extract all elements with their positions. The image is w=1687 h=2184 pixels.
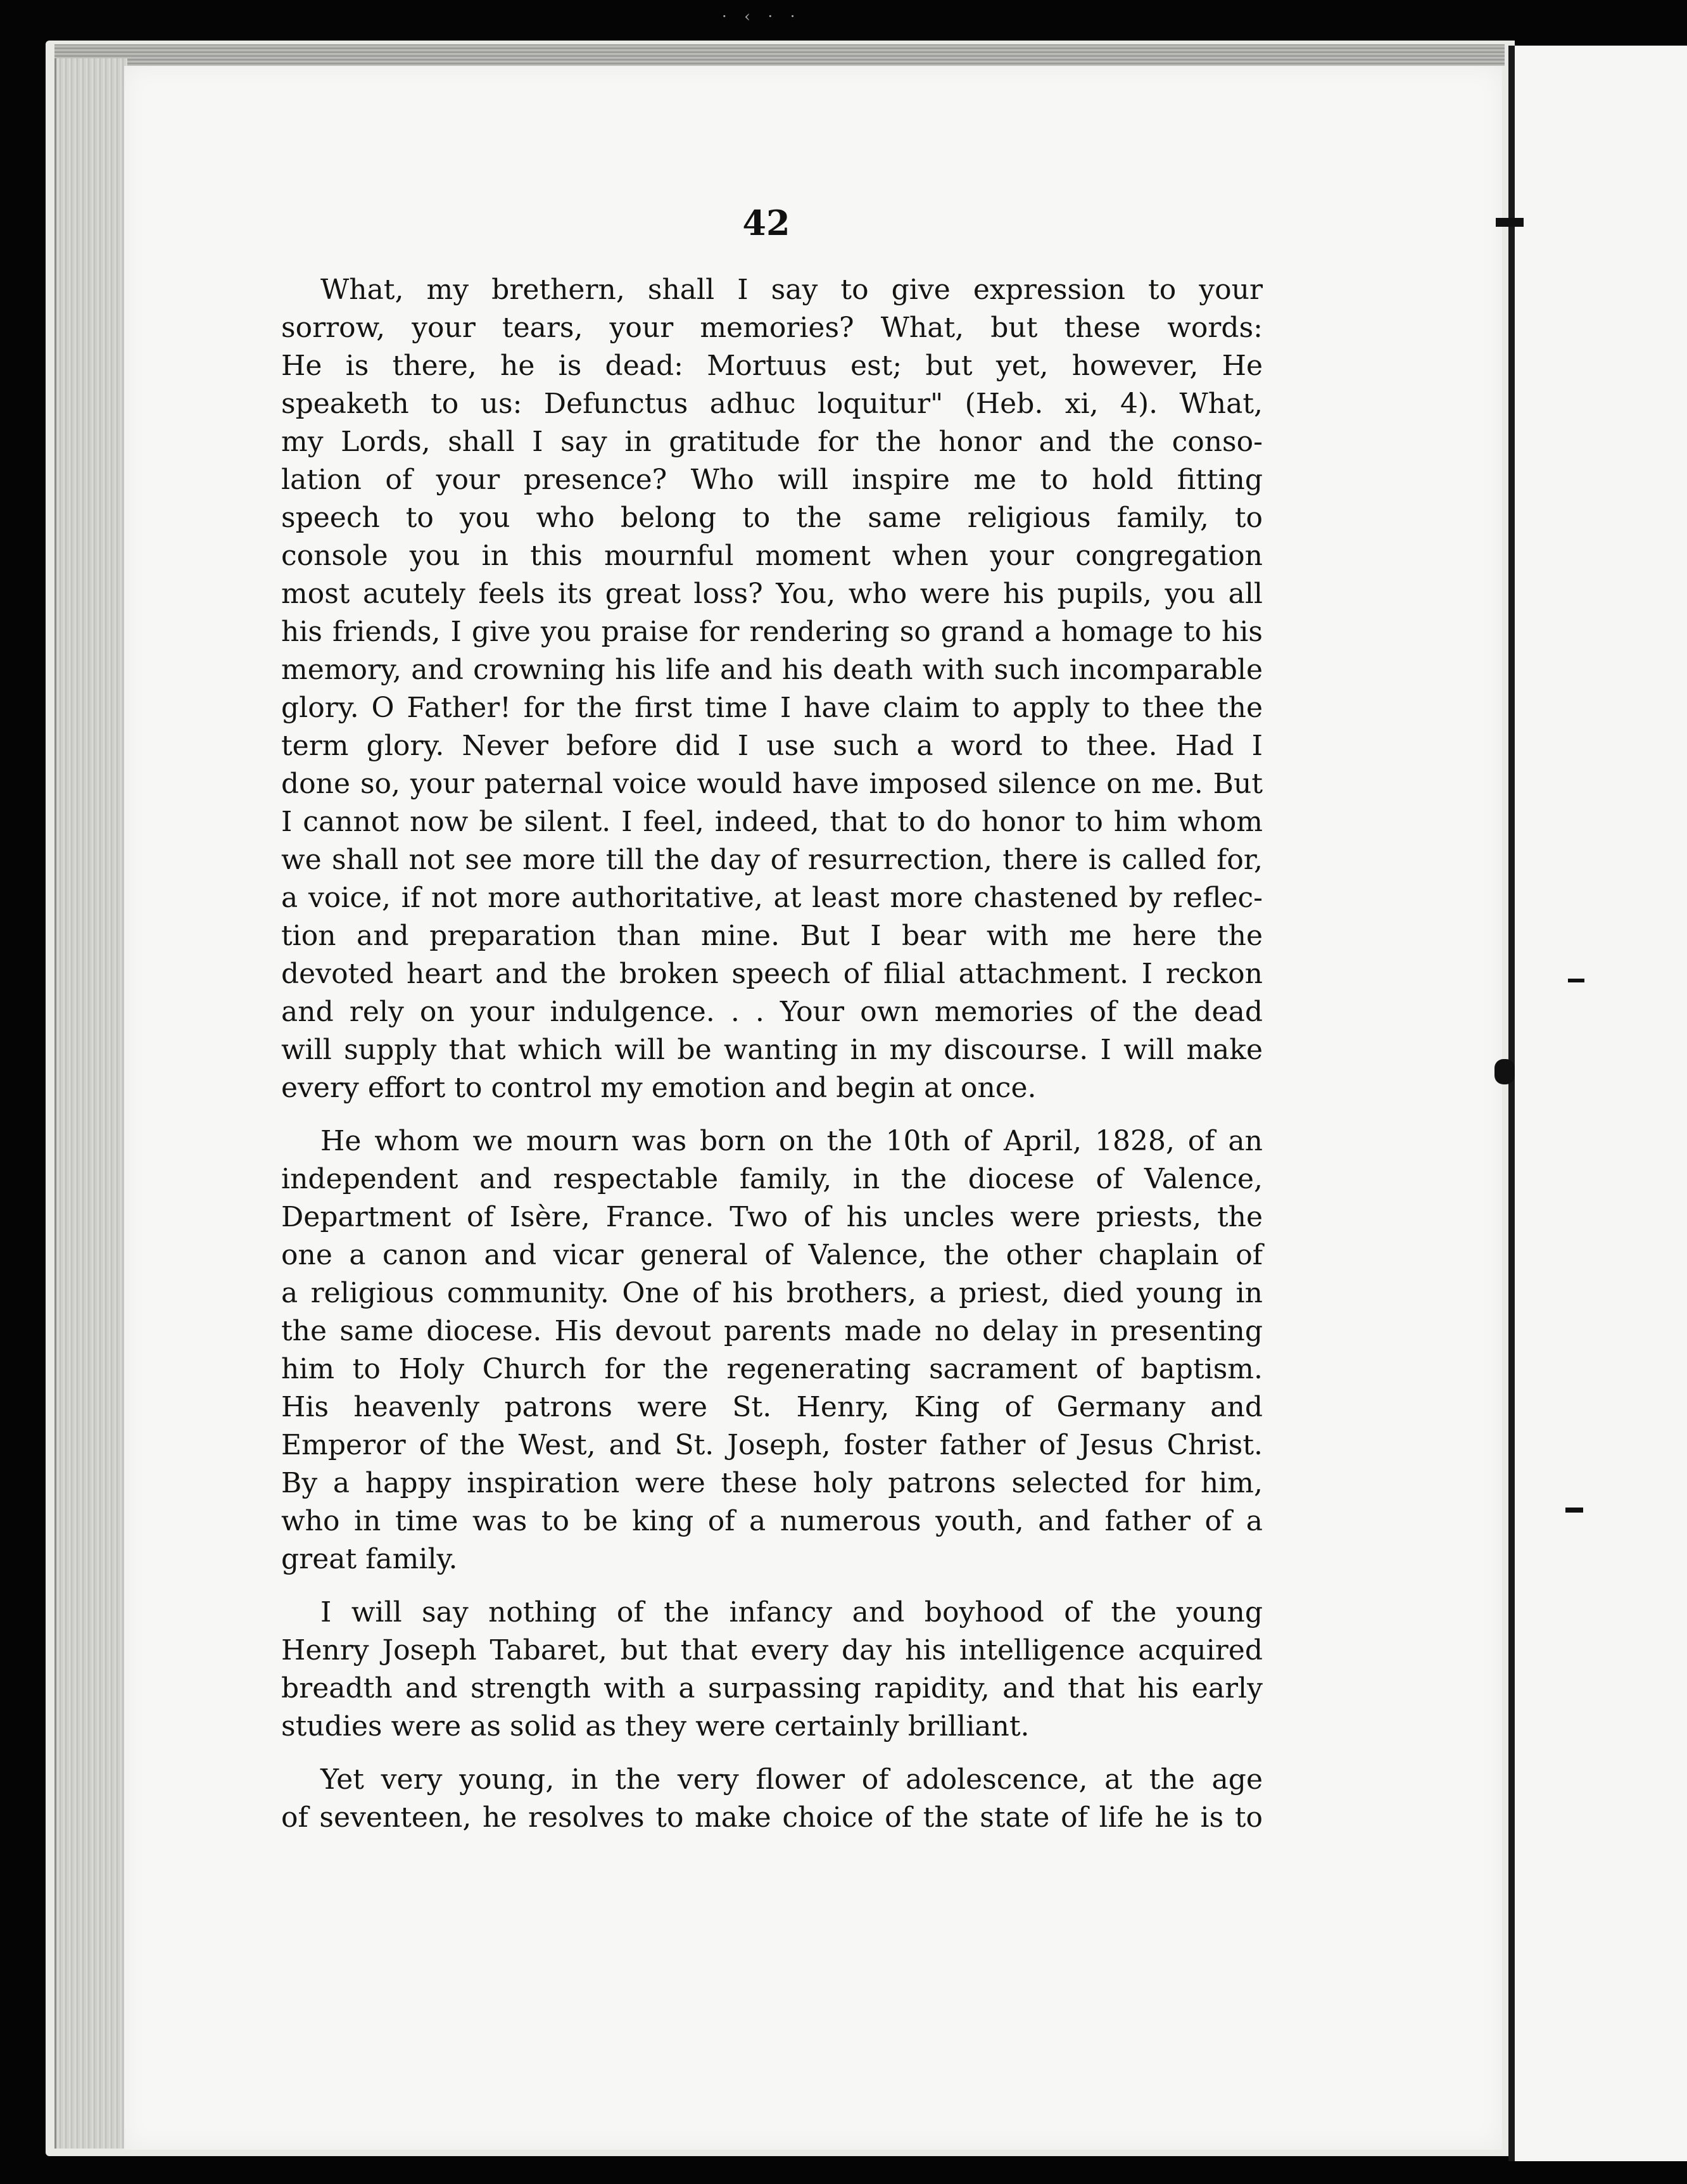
text-line: What, my brethern, shall I say to give expression to your [320, 274, 1263, 306]
text-line: will supply that which will be wanting in my discourse. I will make [281, 1034, 1263, 1066]
text-line: the same diocese. His devout parents made no delay in presenting [281, 1315, 1263, 1347]
book-spine [1508, 46, 1515, 2161]
spine-mark [1568, 979, 1584, 982]
text-line: done so, your paternal voice would have imposed silence on me. But [281, 768, 1263, 800]
text-line: we shall not see more till the day of resurrection, there is called for, [281, 844, 1263, 876]
text-line: lation of your presence? Who will inspire me to hold fitting [281, 464, 1263, 496]
next-page-sliver [1515, 46, 1687, 2161]
text-line: He whom we mourn was born on the 10th of April, 1828, of an [320, 1125, 1263, 1157]
body-text [281, 271, 1263, 1852]
text-line: console you in this mournful moment when your congregation [281, 540, 1263, 572]
scan-specks: · ‹ · · [722, 8, 802, 25]
page-top-edges [54, 44, 1505, 66]
text-line: of seventeen, he resolves to make choice of the state of life he is to [281, 1801, 1263, 1834]
text-line: my Lords, shall I say in gratitude for the honor and the conso- [281, 426, 1263, 458]
text-line: most acutely feels its great loss? You, who were his pupils, you all [281, 578, 1263, 610]
text-line: Department of Isère, France. Two of his uncles were priests, the [281, 1201, 1263, 1233]
text-line: great family. [281, 1543, 458, 1575]
text-line: one a canon and vicar general of Valence, the other chaplain of [281, 1239, 1263, 1271]
paragraph-1 [281, 271, 1263, 1107]
text-line: speech to you who belong to the same religious family, to [281, 502, 1263, 534]
text-line: He is there, he is dead: Mortuus est; but yet, however, He [281, 350, 1263, 382]
text-line: him to Holy Church for the regenerating sacrament of baptism. [281, 1353, 1263, 1385]
spine-mark [1494, 1059, 1515, 1084]
text-line: Yet very young, in the very flower of adolescence, at the age [320, 1763, 1263, 1796]
text-line: and rely on your indulgence. . . Your own memories of the dead [281, 996, 1263, 1028]
text-line: His heavenly patrons were St. Henry, King of Germany and [281, 1391, 1263, 1423]
paragraph-2 [281, 1122, 1263, 1578]
text-line: glory. O Father! for the first time I have claim to apply to thee the [281, 692, 1263, 724]
spine-mark [1565, 1508, 1583, 1513]
text-line: studies were as solid as they were certainly brilliant. [281, 1710, 1030, 1743]
text-line: speaketh to us: Defunctus adhuc loquitur" (Heb. xi, 4). What, [281, 388, 1263, 420]
text-line: his friends, I give you praise for rendering so grand a homage to his [281, 616, 1263, 648]
text-line: I cannot now be silent. I feel, indeed, that to do honor to him whom [281, 806, 1263, 838]
text-line: every effort to control my emotion and begin at once. [281, 1072, 1037, 1104]
text-line: sorrow, your tears, your memories? What, but these words: [281, 312, 1263, 344]
text-line: I will say nothing of the infancy and boyhood of the young [320, 1596, 1263, 1628]
text-line: a voice, if not more authoritative, at least more chastened by reflec- [281, 882, 1263, 914]
text-line: independent and respectable family, in the diocese of Valence, [281, 1163, 1263, 1195]
text-line: term glory. Never before did I use such a word to thee. Had I [281, 730, 1263, 762]
text-line: memory, and crowning his life and his death with such incomparable [281, 654, 1263, 686]
page-side-edges [54, 58, 127, 2149]
text-line: By a happy inspiration were these holy patrons selected for him, [281, 1467, 1263, 1499]
text-line: Henry Joseph Tabaret, but that every day his intelligence acquired [281, 1634, 1263, 1667]
paragraph-4 [281, 1761, 1263, 1837]
text-line: devoted heart and the broken speech of filial attachment. I reckon [281, 958, 1263, 990]
text-line: a religious community. One of his brothers, a priest, died young in [281, 1277, 1263, 1309]
text-line: tion and preparation than mine. But I bear with me here the [281, 920, 1263, 952]
page-number: 42 [742, 203, 790, 243]
text-line: Emperor of the West, and St. Joseph, foster father of Jesus Christ. [281, 1429, 1263, 1461]
paragraph-3 [281, 1594, 1263, 1746]
text-line: breadth and strength with a surpassing rapidity, and that his early [281, 1672, 1263, 1705]
text-line: who in time was to be king of a numerous youth, and father of a [281, 1505, 1263, 1537]
